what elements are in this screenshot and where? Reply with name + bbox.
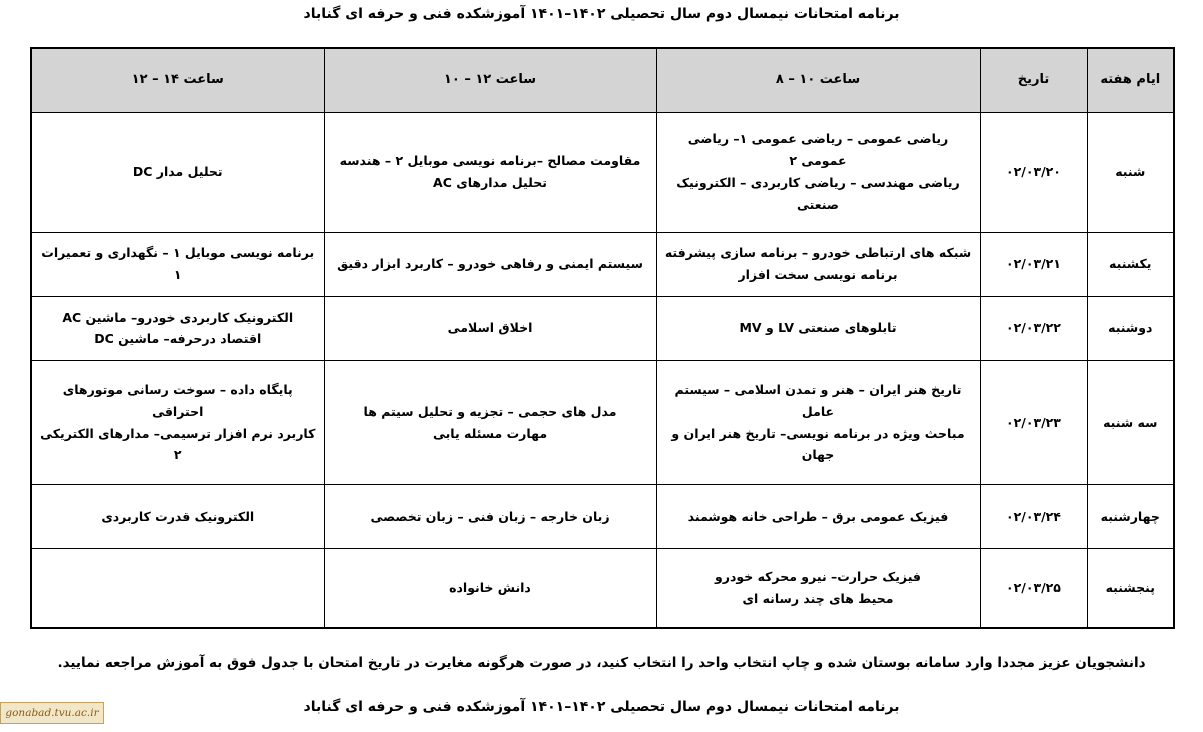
notice-text: دانشجویان عزیز مجددا وارد سامانه بوستان شده و چاپ انتخاب واحد را انتخاب کنید، در صورت هرگونه مغایرت در تاریخ امتحان با جدول فوق به آموزش مراجعه نمایید. xyxy=(57,655,1146,671)
header-date: تاریخ xyxy=(980,48,1087,112)
exam-cell-slot2 xyxy=(324,485,656,549)
course-line: اخلاق اسلامی xyxy=(447,320,533,336)
course-line: دانش خانواده xyxy=(449,580,531,596)
exam-cell-slot1 xyxy=(656,485,980,549)
date-cell: ۰۲/۰۳/۲۳ xyxy=(980,360,1087,484)
exam-cell-slot2 xyxy=(324,296,656,360)
date-cell: ۰۲/۰۳/۲۰ xyxy=(980,112,1087,232)
course-line: مدل های حجمی – تجزیه و تحلیل سیتم ها xyxy=(363,403,617,419)
course-line: اقتصاد درحرفه– ماشین DC xyxy=(94,331,262,347)
exam-schedule-table xyxy=(30,47,1175,629)
exam-cell-slot3 xyxy=(31,549,324,628)
exam-cell-slot2 xyxy=(324,232,656,296)
day-cell: یکشنبه xyxy=(1087,232,1174,296)
course-line: کاربرد نرم افزار ترسیمی– مدارهای الکتریکی ۲ xyxy=(40,425,316,463)
header-slot-10-12: ساعت ۱۲ – ۱۰ xyxy=(324,48,656,112)
header-slot-12-14: ساعت ۱۴ – ۱۲ xyxy=(31,48,324,112)
course-line: برنامه نویسی سخت افزار xyxy=(738,267,898,283)
course-line: تحلیل مدارهای AC xyxy=(433,175,547,191)
exam-cell-slot2 xyxy=(324,360,656,484)
course-line: شبکه های ارتباطی خودرو – برنامه سازی پیشرفته xyxy=(664,245,972,261)
table-row xyxy=(31,296,1174,360)
table-row xyxy=(31,549,1174,628)
course-line: تاریخ هنر ایران – هنر و تمدن اسلامی – سیستم عامل xyxy=(674,381,962,419)
day-cell: سه شنبه xyxy=(1087,360,1174,484)
course-line: ریاضی عمومی – ریاضی عمومی ۱– ریاضی عمومی ۲ xyxy=(687,131,949,169)
exam-cell-slot1 xyxy=(656,112,980,232)
table-row xyxy=(31,232,1174,296)
exam-cell-slot1 xyxy=(656,549,980,628)
header-day: ایام هفته xyxy=(1087,48,1174,112)
course-line: الکترونیک قدرت کاربردی xyxy=(101,508,255,524)
exam-cell-slot1 xyxy=(656,296,980,360)
exam-cell-slot3 xyxy=(31,296,324,360)
course-line: محیط های چند رسانه ای xyxy=(742,591,894,607)
course-line: فیزیک عمومی برق – طراحی خانه هوشمند xyxy=(687,508,949,524)
course-line: سیستم ایمنی و رفاهی خودرو – کاربرد ابزار دقیق xyxy=(337,256,643,272)
course-line: فیزیک حرارت– نیرو محرکه خودرو xyxy=(715,569,921,585)
date-cell: ۰۲/۰۳/۲۲ xyxy=(980,296,1087,360)
exam-cell-slot1 xyxy=(656,360,980,484)
course-line: پایگاه داده – سوخت رسانی موتورهای احتراقی xyxy=(62,381,293,419)
course-line: مهارت مسئله یابی xyxy=(432,425,548,441)
course-line: ریاضی مهندسی – ریاضی کاربردی – الکترونیک xyxy=(676,175,960,191)
course-line: مقاومت مصالح –برنامه نویسی موبایل ۲ – هندسه xyxy=(339,153,641,169)
footer-title: برنامه امتحانات نیمسال دوم سال تحصیلی ۱۴۰۲–۱۴۰۱ آموزشکده فنی و حرفه ای گناباد xyxy=(303,699,900,715)
date-cell: ۰۲/۰۳/۲۱ xyxy=(980,232,1087,296)
page-title: برنامه امتحانات نیمسال دوم سال تحصیلی ۱۴۰۲–۱۴۰۱ آموزشکده فنی و حرفه ای گناباد xyxy=(303,6,900,22)
course-line: زبان خارجه – زبان فنی – زبان تخصصی xyxy=(370,508,610,524)
day-cell: چهارشنبه xyxy=(1087,485,1174,549)
header-slot-8-10: ساعت ۱۰ – ۸ xyxy=(656,48,980,112)
day-cell: دوشنبه xyxy=(1087,296,1174,360)
exam-cell-slot1 xyxy=(656,232,980,296)
course-line: برنامه نویسی موبایل ۱ – نگهداری و تعمیرات ۱ xyxy=(41,245,315,283)
day-cell: پنجشنبه xyxy=(1087,549,1174,628)
date-cell: ۰۲/۰۳/۲۵ xyxy=(980,549,1087,628)
day-cell: شنبه xyxy=(1087,112,1174,232)
course-line: الکترونیک کاربردی خودرو– ماشین AC xyxy=(62,309,294,325)
exam-cell-slot3 xyxy=(31,112,324,232)
table-row xyxy=(31,485,1174,549)
table-header-row xyxy=(31,48,1174,112)
table-row xyxy=(31,112,1174,232)
exam-cell-slot3 xyxy=(31,232,324,296)
date-cell: ۰۲/۰۳/۲۴ xyxy=(980,485,1087,549)
course-line: تابلوهای صنعتی LV و MV xyxy=(739,320,897,336)
exam-cell-slot2 xyxy=(324,549,656,628)
course-line: تحلیل مدار DC xyxy=(132,164,223,180)
site-watermark: gonabad.tvu.ac.ir xyxy=(0,702,104,724)
exam-cell-slot3 xyxy=(31,360,324,484)
course-line: صنعتی xyxy=(797,196,839,212)
table-row xyxy=(31,360,1174,484)
table-body xyxy=(31,112,1174,628)
exam-cell-slot3 xyxy=(31,485,324,549)
exam-cell-slot2 xyxy=(324,112,656,232)
course-line: مباحث ویژه در برنامه نویسی– تاریخ هنر ایران و جهان xyxy=(671,425,965,463)
